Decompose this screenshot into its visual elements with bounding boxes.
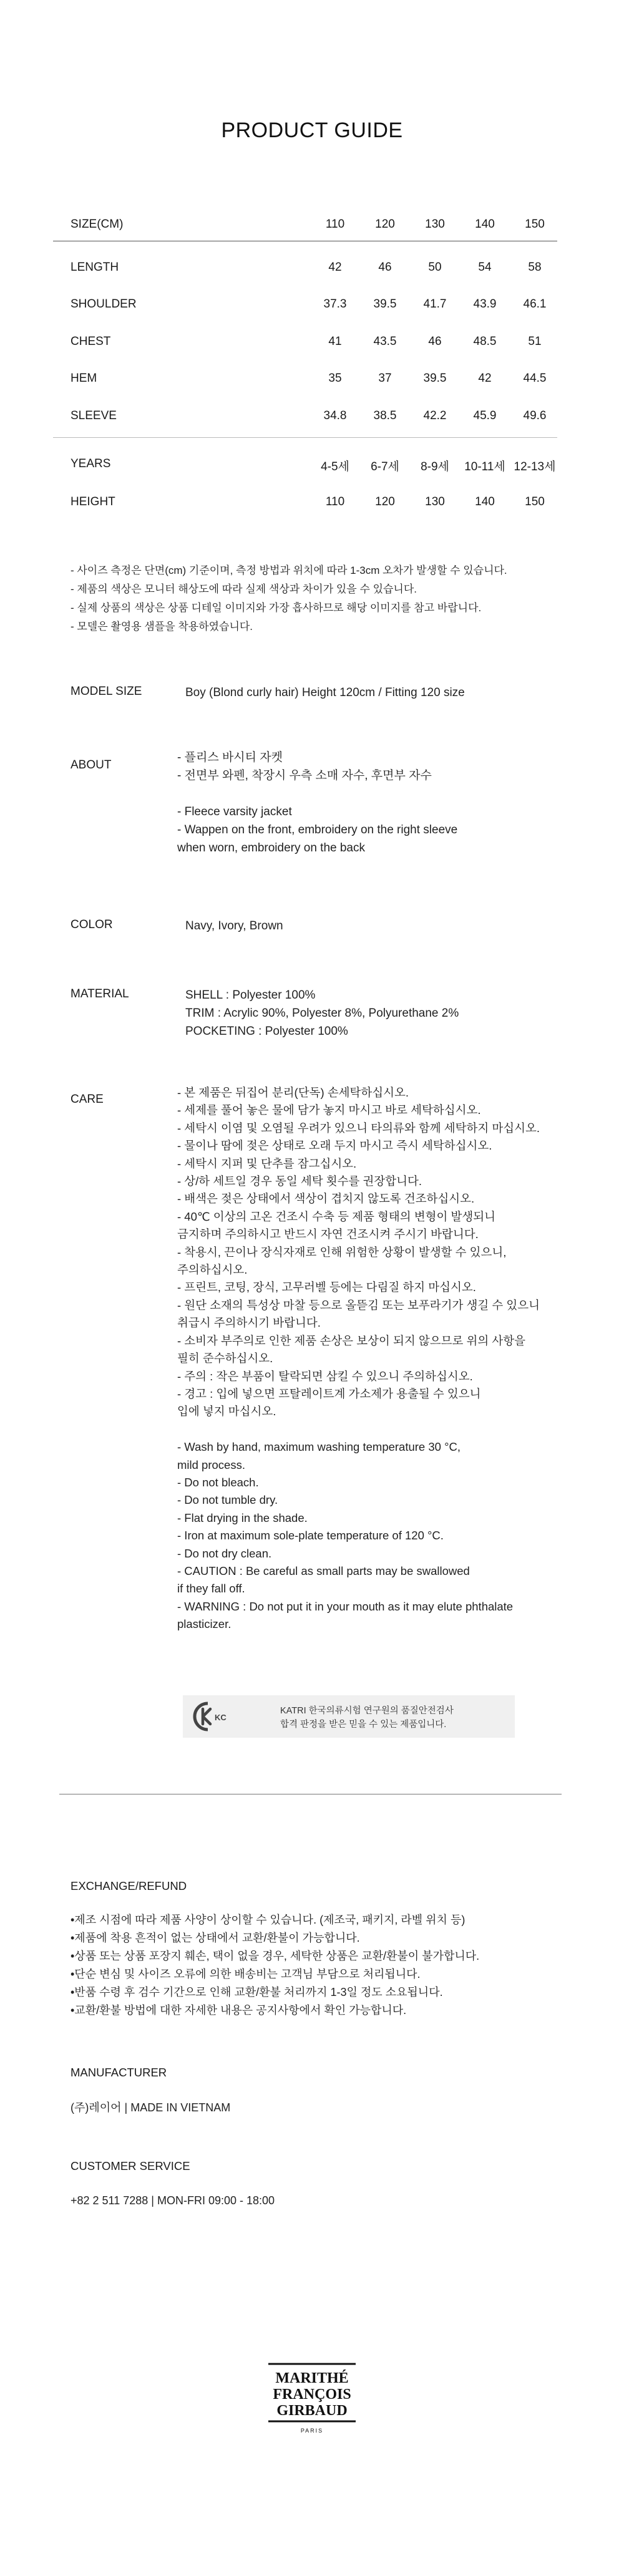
table-cell: 12-13세	[514, 460, 556, 473]
svg-text:MARITHÉ: MARITHÉ	[275, 2370, 349, 2386]
row-label: HEIGHT	[71, 495, 115, 508]
about-text: - 플리스 바시티 자켓 - 전면부 와펜, 착장시 우측 소매 자수, 후면부 자수 - Fleece varsity jacket - Wappen on the front, embroidery on the right sleeve when worn, embroidery on the back	[177, 751, 458, 855]
table-cell: 41	[328, 335, 342, 348]
table-cell: 51	[528, 335, 542, 348]
size-header-label: SIZE(CM)	[71, 218, 124, 231]
table-cell: 46.1	[523, 298, 547, 311]
size-header-cell: 140	[475, 218, 495, 231]
table-cell: 41.7	[423, 298, 447, 311]
table-cell: 4-5세	[321, 460, 349, 473]
material-text: SHELL : Polyester 100% TRIM : Acrylic 90%, Polyester 8%, Polyurethane 2% POCKETING : Polyester 100%	[185, 989, 459, 1038]
customer-service-value: +82 2 511 7288 | MON-FRI 09:00 - 18:00	[71, 2194, 275, 2207]
table-cell: 10-11세	[464, 460, 505, 473]
table-cell: 110	[325, 495, 345, 508]
table-cell: 42	[328, 261, 342, 274]
table-cell: 44.5	[523, 372, 547, 385]
table-cell: 150	[525, 495, 545, 508]
model-size-label: MODEL SIZE	[71, 685, 142, 698]
table-cell: 45.9	[473, 409, 497, 422]
customer-service-label: CUSTOMER SERVICE	[71, 2159, 190, 2172]
table-cell: 54	[478, 261, 492, 274]
color-value: Navy, Ivory, Brown	[185, 919, 283, 932]
table-cell: 34.8	[323, 409, 347, 422]
note-line: - 사이즈 측정은 단면(cm) 기준이며, 측정 방법과 위치에 따라 1-3cm 오차가 발생할 수 있습니다.	[71, 564, 507, 576]
kc-badge-text: KATRI 한국의류시험 연구원의 품질안전검사 합격 판정을 받은 믿을 수 있는 제품입니다.	[280, 1706, 454, 1730]
row-label: SHOULDER	[71, 298, 137, 311]
note-line: - 모델은 촬영용 샘플을 착용하였습니다.	[71, 621, 253, 632]
table-cell: 35	[328, 372, 342, 385]
manufacturer-value: (주)레이어 | MADE IN VIETNAM	[71, 2101, 231, 2114]
manufacturer-label: MANUFACTURER	[71, 2066, 167, 2079]
table-cell: 49.6	[523, 409, 547, 422]
table-cell: 46	[428, 335, 442, 348]
note-line: - 실제 상품의 색상은 상품 디테일 이미지와 가장 흡사하므로 해당 이미지를 참고 바랍니다.	[71, 602, 482, 614]
row-label: SLEEVE	[71, 409, 117, 422]
svg-text:GIRBAUD: GIRBAUD	[276, 2403, 348, 2419]
care-text: - 본 제품은 뒤집어 분리(단독) 손세탁하십시오. - 세제를 풀어 놓은 물에 담가 놓지 마시고 바로 세탁하십시오. - 세탁시 이염 및 오염될 우려가 있으니 타의류와 함께 세탁하지 마십시오. - 물이나 땀에 젖은 상태로 오래 두지 마시고 즉시 세탁하십시오. - 세탁시 지퍼 및 단추를 잠그십시오. - 상/하 세트일 경우 동일 세탁 횟수를 권장합니다. - 배색은 젖은 상태에서 색상이 겹치지 않도록 건조하십시오. - 40℃ 이상의 고온 건조시 수축 등 제품 형태의 변형이 발생되니 금지하며 주의하시고 반드시 자연 건조시켜 주시기 바랍니다. - 착용시, 끈이나 장식자재로 인해 위험한 상황이 발생할 수 있으니, 주의하십시오. - 프린트, 코팅, 장식, 고무러벨 등에는 다림질 하지 마십시오. - 원단 소재의 특성상 마찰 등으로 올뜯김 또는 보푸라기가 생길 수 있으니 취급시 주의하시기 바랍니다. - 소비자 부주의로 인한 제품 손상은 보상이 되지 않으므로 위의 사항을 필히 준수하십시오. - 주의 : 작은 부품이 탈락되면 삼킬 수 있으니 주의하십시오. - 경고 : 입에 넣으면 프탈레이트계 가소제가 용출될 수 있으니 입에 넣지 마십시오. - Wash by hand, maximum washing temperature 30 °C, mild process. - Do not bleach. - Do not tumble dry. - Flat drying in the shade. - Iron at maximum sole-plate temperature of 120 °C. - Do not dry clean. - CAUTION : Be careful as small parts may be swallowed if they fall off. - WARNING : Do not put it in your mouth as it may elute phthalate plasticizer.	[177, 1086, 540, 1631]
size-header-cell: 120	[375, 218, 395, 231]
table-cell: 48.5	[473, 335, 497, 348]
size-header-cell: 130	[425, 218, 445, 231]
brand-logo	[262, 2361, 362, 2438]
size-header-cell: 150	[525, 218, 545, 231]
about-label: ABOUT	[71, 758, 112, 772]
table-cell: 43.9	[473, 298, 497, 311]
exchange-refund-text: •제조 시점에 따라 제품 사양이 상이할 수 있습니다. (제조국, 패키지, 라벨 위치 등) •제품에 착용 흔적이 없는 상태에서 교환/환불이 가능합니다. •상품 또는 상품 포장지 훼손, 택이 없을 경우, 세탁한 상품은 교환/환불이 불가합니다. •단순 변심 및 사이즈 오류에 의한 배송비는 고객님 부담으로 처리됩니다. •반품 수령 후 검수 기간으로 인해 교환/환불 처리까지 1-3일 정도 소요됩니다. •교환/환불 방법에 대한 자세한 내용은 공지사항에서 확인 가능합니다.	[71, 1914, 480, 2017]
table-cell: 37	[378, 372, 392, 385]
table-cell: 46	[378, 261, 392, 274]
table-cell: 43.5	[373, 335, 397, 348]
material-label: MATERIAL	[71, 987, 129, 1000]
table-cell: 120	[375, 495, 395, 508]
kc-logo-icon	[194, 1702, 227, 1731]
table-cell: 42	[478, 372, 492, 385]
size-header-cell: 110	[325, 218, 345, 231]
svg-text:FRANÇOIS: FRANÇOIS	[273, 2386, 351, 2403]
kc-certification-badge	[183, 1695, 515, 1738]
table-cell: 8-9세	[421, 460, 449, 473]
table-cell: 140	[475, 495, 495, 508]
row-label: LENGTH	[71, 261, 119, 274]
table-cell: 130	[425, 495, 445, 508]
row-label: CHEST	[71, 335, 111, 348]
table-cell: 37.3	[323, 298, 347, 311]
table-cell: 38.5	[373, 409, 397, 422]
table-cell: 6-7세	[371, 460, 399, 473]
table-cell: 39.5	[423, 372, 447, 385]
table-cell: 50	[428, 261, 442, 274]
table-cell: 58	[528, 261, 542, 274]
table-cell: 42.2	[423, 409, 447, 422]
page-title: PRODUCT GUIDE	[221, 119, 403, 142]
model-size-value: Boy (Blond curly hair) Height 120cm / Fitting 120 size	[185, 686, 465, 699]
table-cell: 39.5	[373, 298, 397, 311]
note-line: - 제품의 색상은 모니터 해상도에 따라 실제 색상과 차이가 있을 수 있습니다.	[71, 583, 417, 595]
row-label: HEM	[71, 372, 97, 385]
table-divider	[53, 437, 557, 438]
color-label: COLOR	[71, 918, 113, 931]
svg-text:KC: KC	[215, 1713, 227, 1722]
row-label: YEARS	[71, 457, 111, 470]
care-label: CARE	[71, 1093, 104, 1106]
exchange-refund-label: EXCHANGE/REFUND	[71, 1879, 187, 1892]
svg-text:PARIS: PARIS	[300, 2428, 324, 2434]
size-notes	[71, 561, 507, 636]
